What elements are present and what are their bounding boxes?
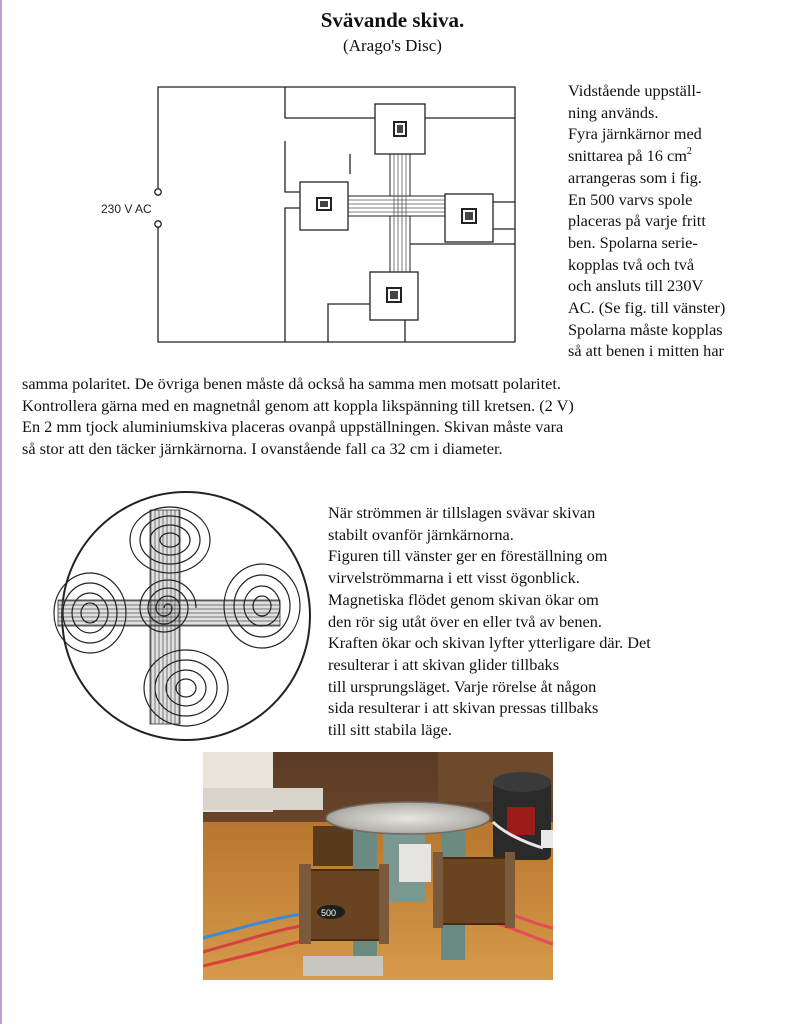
text-line: och ansluts till 230V bbox=[568, 276, 704, 296]
text-line: Figuren till vänster ger en föreställning om bbox=[328, 546, 608, 566]
text-line: till ursprungsläget. Varje rörelse åt någon bbox=[328, 676, 597, 696]
text-line: AC. (Se fig. till vänster) bbox=[568, 298, 726, 318]
text-line: En 2 mm tjock aluminiumskiva placeras ovanpå uppställningen. Skivan måste vara bbox=[22, 417, 564, 437]
coil-front-left bbox=[299, 864, 389, 944]
text-line: så att benen i mitten har bbox=[568, 341, 724, 361]
text-line: ben. Spolarna serie- bbox=[568, 232, 698, 252]
eddy-current-figure bbox=[50, 488, 320, 748]
voltage-label: 230 V AC bbox=[101, 202, 152, 216]
text-line: Kraften ökar och skivan lyfter ytterligare där. Det bbox=[328, 633, 651, 653]
text-line: den rör sig utåt över en eller två av benen. bbox=[328, 611, 602, 631]
terminal-top bbox=[155, 189, 161, 195]
coil-label: 500 bbox=[321, 908, 337, 918]
page-edge bbox=[0, 0, 2, 1024]
text-line: Fyra järnkärnor med bbox=[568, 124, 702, 144]
coil-right bbox=[445, 194, 493, 242]
circuit-diagram bbox=[90, 84, 530, 359]
page-title: Svävande skiva. bbox=[320, 8, 465, 32]
explanation-paragraph bbox=[328, 502, 768, 741]
text-line: placeras på varje fritt bbox=[568, 211, 706, 231]
text-line: kopplas två och två bbox=[568, 254, 695, 274]
text-line: resulterar i att skivan glider tillbaks bbox=[328, 654, 560, 674]
coil-left bbox=[300, 182, 348, 230]
text-line: ning används. bbox=[568, 102, 659, 122]
text-line bbox=[568, 145, 783, 167]
text-line-part: snittarea på 16 cm bbox=[568, 146, 687, 166]
coil-front-right bbox=[433, 852, 515, 928]
text-line: virvelströmmarna i ett visst ögonblick. bbox=[328, 568, 580, 588]
superscript: 2 bbox=[686, 145, 692, 157]
setup-photo bbox=[203, 752, 553, 980]
coil-bottom bbox=[370, 272, 418, 320]
page-subtitle: (Arago's Disc) bbox=[343, 36, 442, 55]
text-line: så stor att den täcker järnkärnorna. I ovanstående fall ca 32 cm i diameter. bbox=[22, 439, 503, 459]
aluminium-disc-photo bbox=[326, 802, 490, 834]
coil-top bbox=[375, 104, 425, 154]
intro-paragraph bbox=[568, 80, 783, 362]
full-width-paragraph bbox=[22, 373, 722, 460]
text-line: till sitt stabila läge. bbox=[328, 720, 452, 740]
text-line: När strömmen är tillslagen svävar skivan bbox=[328, 503, 596, 522]
text-line: Magnetiska flödet genom skivan ökar om bbox=[328, 589, 599, 609]
text-line: Kontrollera gärna med en magnetnål genom att koppla likspänning till kretsen. (2 V) bbox=[22, 395, 574, 415]
text-line: Spolarna måste kopplas bbox=[568, 319, 723, 339]
text-line: Vidstående uppställ- bbox=[568, 81, 702, 100]
text-line: samma polaritet. De övriga benen måste då också ha samma men motsatt polaritet. bbox=[22, 374, 561, 393]
text-line: sida resulterar i att skivan pressas tillbaks bbox=[328, 698, 599, 718]
text-line: stabilt ovanför järnkärnorna. bbox=[328, 524, 514, 544]
text-line: arrangeras som i fig. bbox=[568, 167, 702, 187]
text-line: En 500 varvs spole bbox=[568, 189, 693, 209]
terminal-bottom bbox=[155, 221, 161, 227]
